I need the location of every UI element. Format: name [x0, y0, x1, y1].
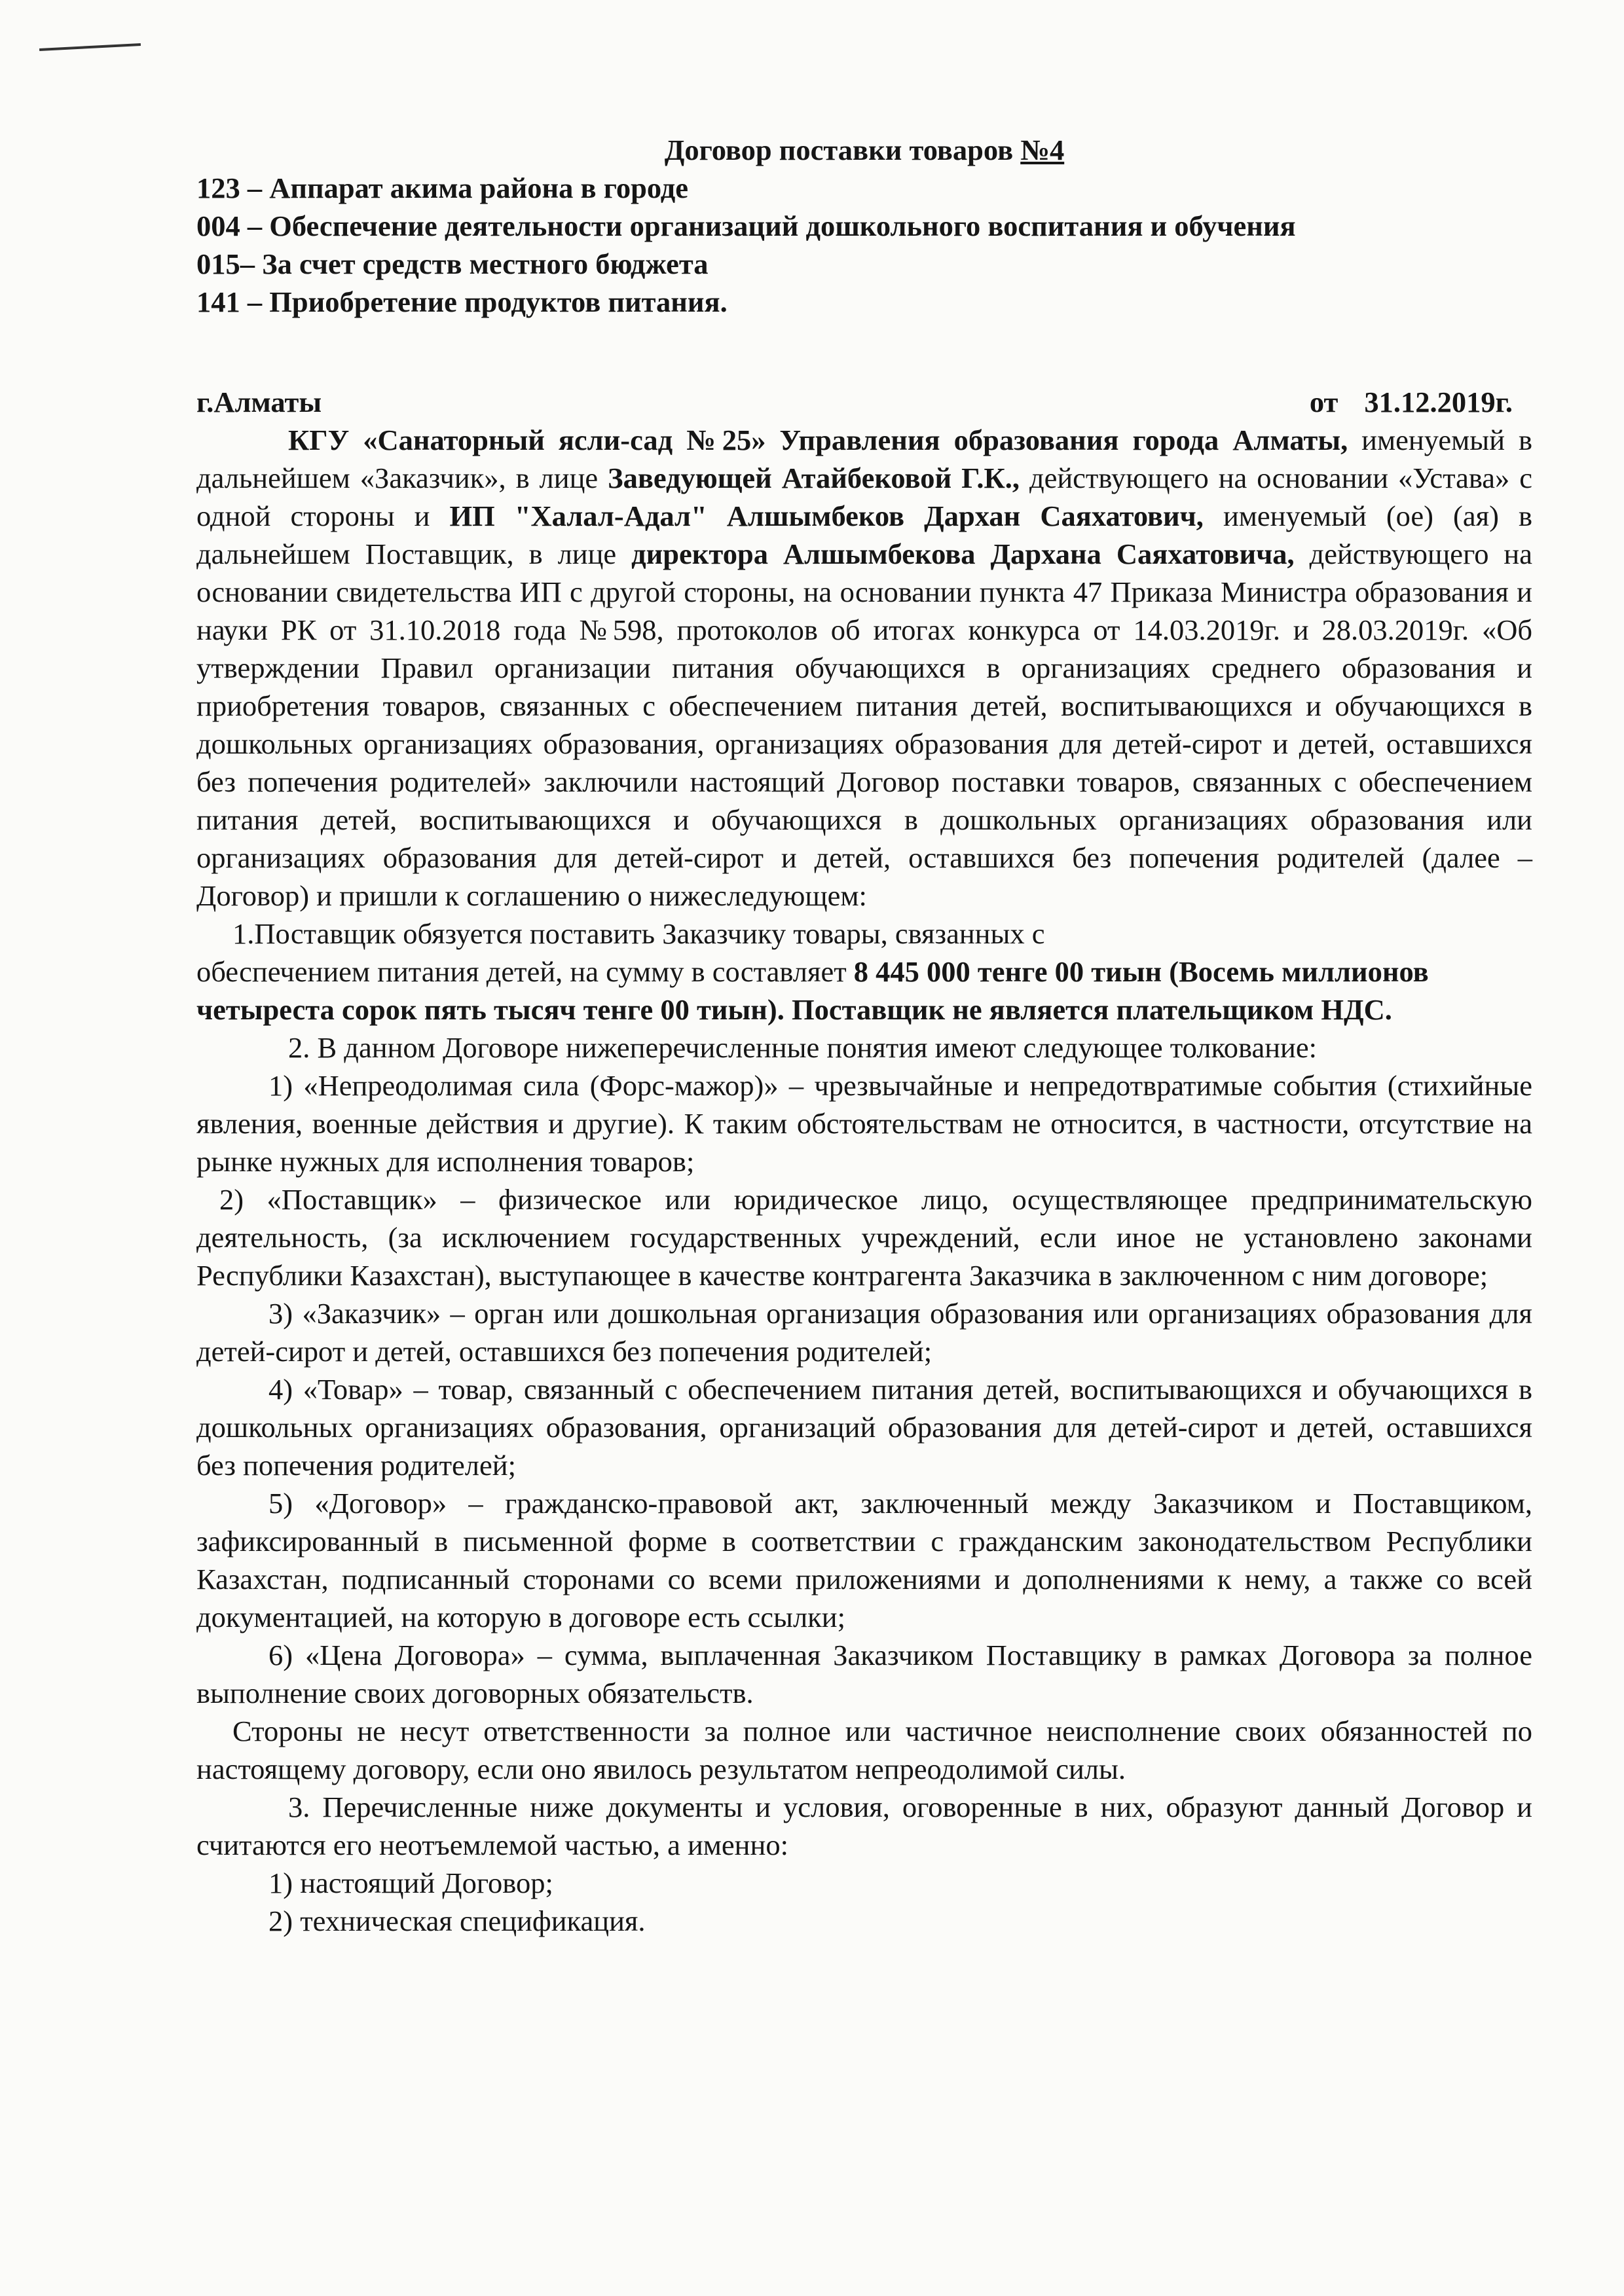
date-label: от	[1309, 386, 1338, 418]
clause-3-item-1: 1) настоящий Договор;	[268, 1867, 553, 1899]
definition-supplier: 2) «Поставщик» – физическое или юридическое лицо, осуществляющее предпринимательскую деятельность, (за исключением государственных учреждений, если иное не установлено законами Республики Казахстан), выступающее в качестве контрагента Заказчика в заключенном с ним договоре;	[196, 1183, 1532, 1292]
supplier-name: ИП "Халал-Адал" Алшымбеков Дархан Саяхатович,	[449, 500, 1204, 532]
budget-codes	[196, 169, 1532, 321]
budget-line-program: 123 – Аппарат акима района в городе	[196, 172, 689, 204]
contract-number: №4	[1020, 134, 1065, 166]
clause-1-body: обеспечением питания детей, на сумму в составляет 8 445 000 тенге 00 тиын (Восемь миллионов четыреста сорок пять тысяч тенге 00 тиын). Поставщик не является плательщиком НДС.	[196, 955, 1429, 1026]
definition-customer: 3) «Заказчик» – орган или дошкольная организация образования или организациях образования для детей-сирот и детей, оставшихся без попечения родителей;	[196, 1297, 1532, 1368]
customer-name: КГУ «Санаторный ясли-сад №25» Управления образования города Алматы,	[288, 424, 1348, 456]
document-page	[196, 131, 1532, 1940]
definition-force-majeure: 1) «Непреодолимая сила (Форс-мажор)» – чрезвычайные и непредотвратимые события (стихийные явления, военные действия и другие). К таким обстоятельствам не относится, в частности, отсутствие на рынке нужных для исполнения товаров;	[196, 1069, 1532, 1178]
document-title: Договор поставки товаров №4	[664, 134, 1065, 166]
budget-line-source: 015– За счет средств местного бюджета	[196, 247, 709, 280]
definition-contract-price: 6) «Цена Договора» – сумма, выплаченная Заказчиком Поставщику в рамках Договора за полное выполнение своих договорных обязательств.	[196, 1639, 1532, 1709]
clause-3-item-2: 2) техническая спецификация.	[268, 1904, 646, 1937]
clause-1-line-1: 1.Поставщик обязуется поставить Заказчику товары, связанных с	[232, 917, 1045, 950]
supplier-representative: директора Алшымбекова Дархана Саяхатовича,	[631, 538, 1295, 570]
budget-line-specifics: 141 – Приобретение продуктов питания.	[196, 285, 728, 318]
clause-3-heading: 3. Перечисленные ниже документы и условия, оговоренные в них, образуют данный Договор и считаются его неотъемлемой частью, а именно:	[196, 1791, 1532, 1861]
preamble: КГУ «Санаторный ясли-сад №25» Управления образования города Алматы, именуемый в дальнейшем «Заказчик», в лице Заведующей Атайбековой Г.К., действующего на основании «Устава» с одной стороны и ИП "Халал-Адал" Алшымбеков Дархан Саяхатович, именуемый (ое) (ая) в дальнейшем Поставщик, в лице директора Алшымбекова Дархана Саяхатовича, действующего на основании свидетельства ИП с другой стороны, на основании пункта 47 Приказа Министра образования и науки РК от 31.10.2018 года №598, протоколов об итогах конкурса от 14.03.2019г. и 28.03.2019г. «Об утверждении Правил организации питания обучающихся в организациях среднего образования и приобретения товаров, связанных с обеспечением питания детей, воспитывающихся и обучающихся в дошкольных организациях образования, организациях образования для детей-сирот и детей, оставшихся без попечения родителей» заключили настоящий Договор поставки товаров, связанных с обеспечением питания детей, воспитывающихся и обучающихся в дошкольных организациях образования или организациях образования для детей-сирот и детей, оставшихся без попечения родителей (далее – Договор) и пришли к соглашению о нижеследующем:	[196, 424, 1532, 912]
budget-line-subprogram: 004 – Обеспечение деятельности организаций дошкольного воспитания и обучения	[196, 210, 1296, 242]
definition-contract: 5) «Договор» – гражданско-правовой акт, заключенный между Заказчиком и Поставщиком, зафиксированный в письменной форме в соответствии с гражданским законодательством Республики Казахстан, подписанный сторонами со всеми приложениями и дополнениями к нему, а также со всей документацией, на которую в договоре есть ссылки;	[196, 1487, 1532, 1633]
force-majeure-clause: Стороны не несут ответственности за полное или частичное неисполнение своих обязанностей по настоящему договору, если оно явилось результатом непреодолимой силы.	[196, 1715, 1532, 1785]
clause-2-heading: 2. В данном Договоре нижеперечисленные понятия имеют следующее толкование:	[288, 1031, 1317, 1064]
definition-goods: 4) «Товар» – товар, связанный с обеспечением питания детей, воспитывающихся и обучающихся в дошкольных организациях образования, организаций образования для детей-сирот и детей, оставшихся без попечения родителей;	[196, 1373, 1532, 1482]
customer-representative: Заведующей Атайбековой Г.К.,	[608, 462, 1020, 494]
city: г.Алматы	[196, 386, 322, 418]
place-date-line	[196, 383, 1532, 421]
contract-date: 31.12.2019г.	[1364, 386, 1513, 418]
contract-amount: 8 445 000 тенге 00 тиын (Восемь миллионов четыреста сорок пять тысяч тенге 00 тиын). Поставщик не является плательщиком НДС.	[196, 955, 1429, 1026]
pen-mark	[39, 43, 141, 51]
